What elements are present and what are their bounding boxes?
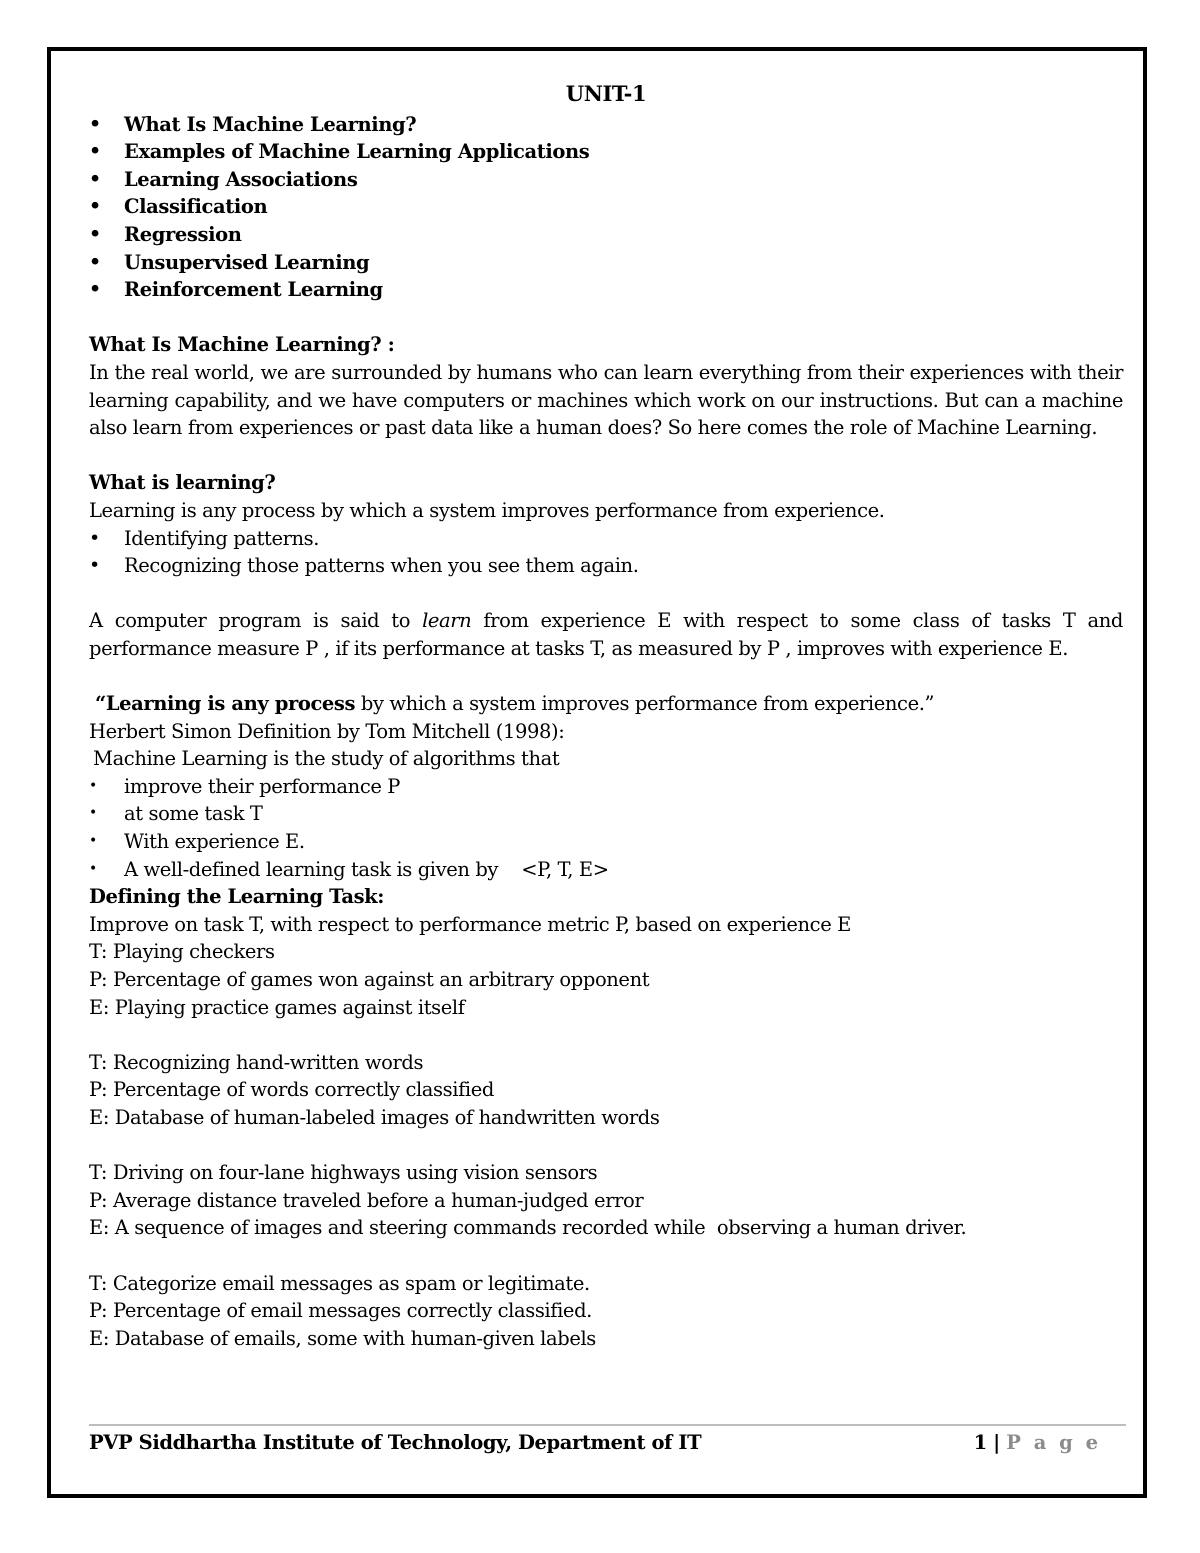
list-item: • Identifying patterns. — [89, 525, 1123, 553]
list-item: • improve their performance P — [89, 773, 1123, 801]
performance-line: P: Percentage of words correctly classified — [89, 1078, 494, 1102]
topic-list — [89, 111, 1123, 304]
task-line: T: Recognizing hand-written words — [89, 1050, 424, 1074]
performance-line: P: Percentage of games won against an arbitrary opponent — [89, 968, 650, 991]
list-item: • A well-defined learning task is given by <P, T, E> — [89, 856, 1123, 884]
list-item: • Reinforcement Learning — [89, 276, 1123, 304]
list-item: • Examples of Machine Learning Applications — [89, 138, 1123, 166]
list-item: • What Is Machine Learning? — [89, 111, 1123, 139]
section-heading: What Is Machine Learning? : — [89, 333, 395, 357]
list-item: • Recognizing those patterns when you see them again. — [89, 552, 1123, 580]
task-line: T: Categorize email messages as spam or legitimate. — [89, 1271, 590, 1295]
page-footer — [89, 1431, 1101, 1454]
list-item: • Unsupervised Learning — [89, 249, 1123, 277]
page-title: UNIT-1 — [565, 81, 647, 106]
list-item: • Regression — [89, 221, 1123, 249]
performance-line: P: Average distance traveled before a human-judged error — [89, 1188, 644, 1212]
quote: “Learning is any process by which a system improves performance from experience.” — [95, 692, 935, 716]
paragraph: Learning is any process by which a system improves performance from experience. — [89, 498, 885, 522]
page-indicator: 1 | P a g e — [973, 1431, 1101, 1454]
task-example — [89, 1270, 1123, 1353]
paragraph: In the real world, we are surrounded by humans who can learn everything from their experiences with their learning capability, and we have computers or machines which work on our instructions. But can a machine also learn from experiences or past data like a human does? So here comes the role of Machine Learning. — [89, 360, 1123, 440]
list-item: • at some task T — [89, 800, 1123, 828]
pattern-list — [89, 525, 1123, 580]
footer-divider — [89, 1424, 1126, 1426]
experience-line: E: A sequence of images and steering commands recorded while observing a human driver. — [89, 1216, 967, 1240]
document-body — [89, 80, 1123, 1352]
performance-line: P: Percentage of email messages correctly classified. — [89, 1299, 592, 1323]
ml-definition-list — [89, 773, 1123, 883]
task-example — [89, 938, 1123, 1021]
paragraph: Machine Learning is the study of algorithms that — [93, 747, 560, 771]
attribution: Herbert Simon Definition by Tom Mitchell (1998): — [89, 719, 565, 743]
experience-line: E: Playing practice games against itself — [89, 995, 465, 1019]
experience-line: E: Database of emails, some with human-given labels — [89, 1326, 596, 1350]
task-line: T: Playing checkers — [89, 940, 275, 964]
experience-line: E: Database of human-labeled images of handwritten words — [89, 1105, 660, 1129]
task-example — [89, 1049, 1123, 1132]
section-heading: Defining the Learning Task: — [89, 885, 385, 909]
list-item: • Classification — [89, 193, 1123, 221]
list-item: • With experience E. — [89, 828, 1123, 856]
institution-name: PVP Siddhartha Institute of Technology, Department of IT — [89, 1431, 702, 1454]
task-example — [89, 1159, 1123, 1242]
definition-paragraph: A computer program is said to learn from experience E with respect to some class of tasks T and performance measure P , if its performance at tasks T, as measured by P , improves with experience E. — [89, 609, 1123, 660]
section-heading: What is learning? — [89, 471, 276, 495]
paragraph: Improve on task T, with respect to performance metric P, based on experience E — [89, 912, 851, 936]
list-item: • Learning Associations — [89, 166, 1123, 194]
task-line: T: Driving on four-lane highways using vision sensors — [89, 1161, 598, 1185]
